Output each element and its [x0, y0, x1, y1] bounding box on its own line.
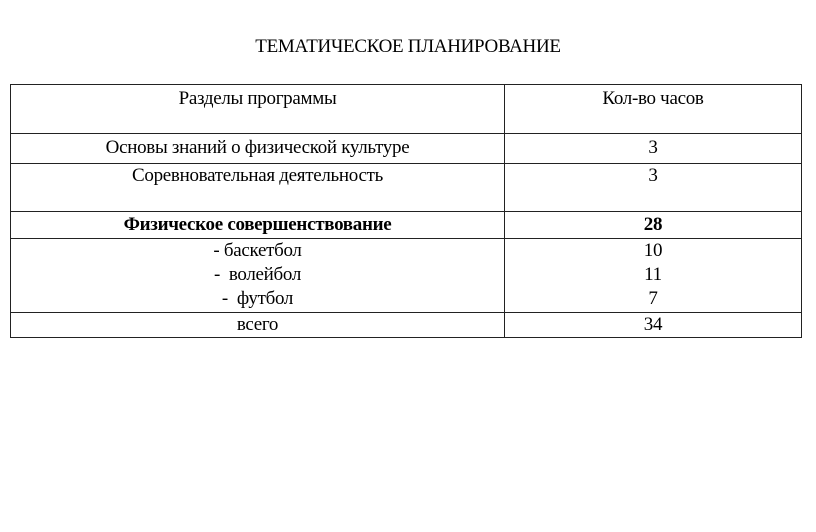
hours-cell: 28 [505, 212, 802, 239]
table-row [11, 212, 802, 239]
table-total-row [11, 313, 802, 338]
table-row [11, 239, 802, 313]
hours-cell: 3 [505, 134, 802, 164]
hours-volleyball: 11 [644, 264, 662, 285]
thematic-plan-table [10, 84, 802, 338]
table-header-row [11, 85, 802, 134]
sub-hours-cell [505, 239, 802, 313]
hours-basketball: 10 [643, 240, 663, 261]
section-cell: Физическое совершенствование [11, 212, 505, 239]
sub-section-volleyball: - волейбол [213, 264, 302, 285]
section-cell: Соревновательная деятельность [11, 164, 505, 212]
sub-sections-cell [11, 239, 505, 313]
page-title: ТЕМАТИЧЕСКОЕ ПЛАНИРОВАНИЕ [255, 36, 561, 57]
hours-cell: 3 [505, 164, 802, 212]
total-hours: 34 [505, 313, 802, 338]
table-row [11, 164, 802, 212]
hours-football: 7 [648, 288, 658, 309]
sub-section-football: - футбол [221, 288, 294, 309]
table-row [11, 134, 802, 164]
total-label: всего [11, 313, 505, 338]
sub-section-basketball: - баскетбол [213, 240, 302, 261]
section-cell: Основы знаний о физической культуре [11, 134, 505, 164]
header-hours: Кол-во часов [505, 85, 802, 134]
header-sections: Разделы программы [11, 85, 505, 134]
